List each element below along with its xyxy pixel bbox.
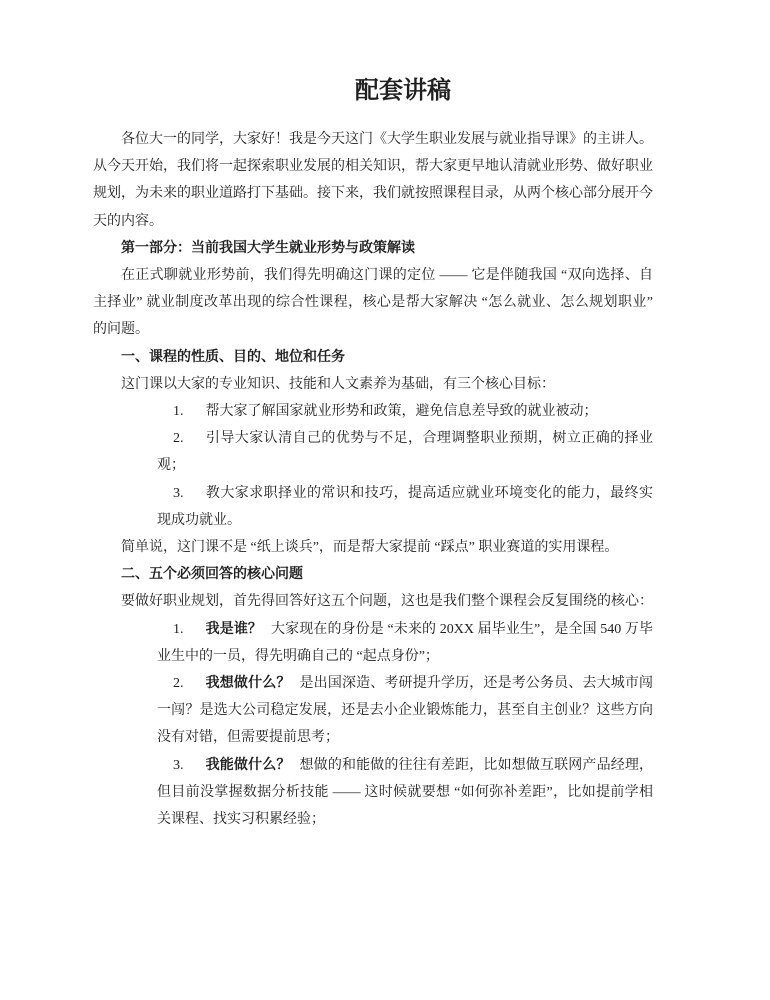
list-item-number: 1. (173, 404, 184, 420)
list-item-text: 教大家求职择业的常识和技巧，提高适应就业环境变化的能力，最终实现成功就业。 (157, 485, 653, 528)
list-item-lead: 我能做什么？ (205, 757, 291, 773)
list-item-lead: 我是谁？ (205, 621, 263, 637)
goal-list-item-1 (157, 398, 653, 425)
list-item-number: 2. (173, 676, 184, 692)
list-item-text: 帮大家了解国家就业形势和政策，避免信息差导致的就业被动； (205, 404, 598, 420)
list-item-text: 想做的和能做的往往有差距，比如想做互联网产品经理，但目前没掌握数据分析技能 —— 这时候就要想 “如何弥补差距”，比如提前学相关课程、找实习积累经验； (157, 757, 654, 828)
list-item-lead: 我想做什么？ (205, 676, 291, 692)
section-1-intro-paragraph: 在正式聊就业形势前，我们得先明确这门课的定位 —— 它是伴随我国 “双向选择、自主择业” 就业制度改革出现的综合性课程，核心是帮大家解决 “怎么就业、怎么规划职业” 的问题。 (93, 268, 653, 338)
subsection-1-summary-paragraph: 简单说，这门课不是 “纸上谈兵”，而是帮大家提前 “踩点” 职业赛道的实用课程。 (121, 540, 619, 556)
list-item-text: 大家现在的身份是 “未来的 20XX 届毕业生”，是全国 540 万毕业生中的一员，得先明确自己的 “起点身份”； (157, 621, 653, 664)
list-item-number: 3. (173, 757, 184, 773)
list-item-number: 1. (173, 621, 184, 637)
question-list-item-3 (157, 752, 653, 834)
subsection-2-intro-paragraph: 要做好职业规划，首先得回答好这五个问题，这也是我们整个课程会反复围绕的核心： (121, 594, 653, 610)
goal-list-item-3 (157, 480, 653, 534)
subsection-1-heading: 一、课程的性质、目的、地位和任务 (121, 349, 345, 365)
list-item-number: 3. (173, 485, 184, 501)
list-item-text: 引导大家认清自己的优势与不足，合理调整职业预期，树立正确的择业观； (157, 431, 653, 474)
intro-paragraph: 各位大一的同学，大家好！我是今天这门《大学生职业发展与就业指导课》的主讲人。从今天开始，我们将一起探索职业发展的相关知识，帮大家更早地认清就业形势、做好职业规划，为未来的职业道路打下基础。接下来，我们就按照课程目录，从两个核心部分展开今天的内容。 (93, 132, 653, 229)
question-list-item-1 (157, 616, 653, 670)
document-title: 配套讲稿 (355, 78, 451, 104)
list-item-number: 2. (173, 431, 184, 447)
subsection-1-intro-paragraph: 这门课以大家的专业知识、技能和人文素养为基础，有三个核心目标： (121, 376, 555, 392)
section-1-heading: 第一部分：当前我国大学生就业形势与政策解读 (121, 240, 415, 256)
list-item-text: 是出国深造、考研提升学历，还是考公务员、去大城市闯一闯？是选大公司稳定发展，还是去小企业锻炼能力，甚至自主创业？这些方向没有对错，但需要提前思考； (157, 676, 654, 746)
goal-list-item-2 (157, 425, 653, 479)
question-list-item-2 (157, 670, 653, 752)
subsection-2-heading: 二、五个必须回答的核心问题 (121, 567, 303, 583)
